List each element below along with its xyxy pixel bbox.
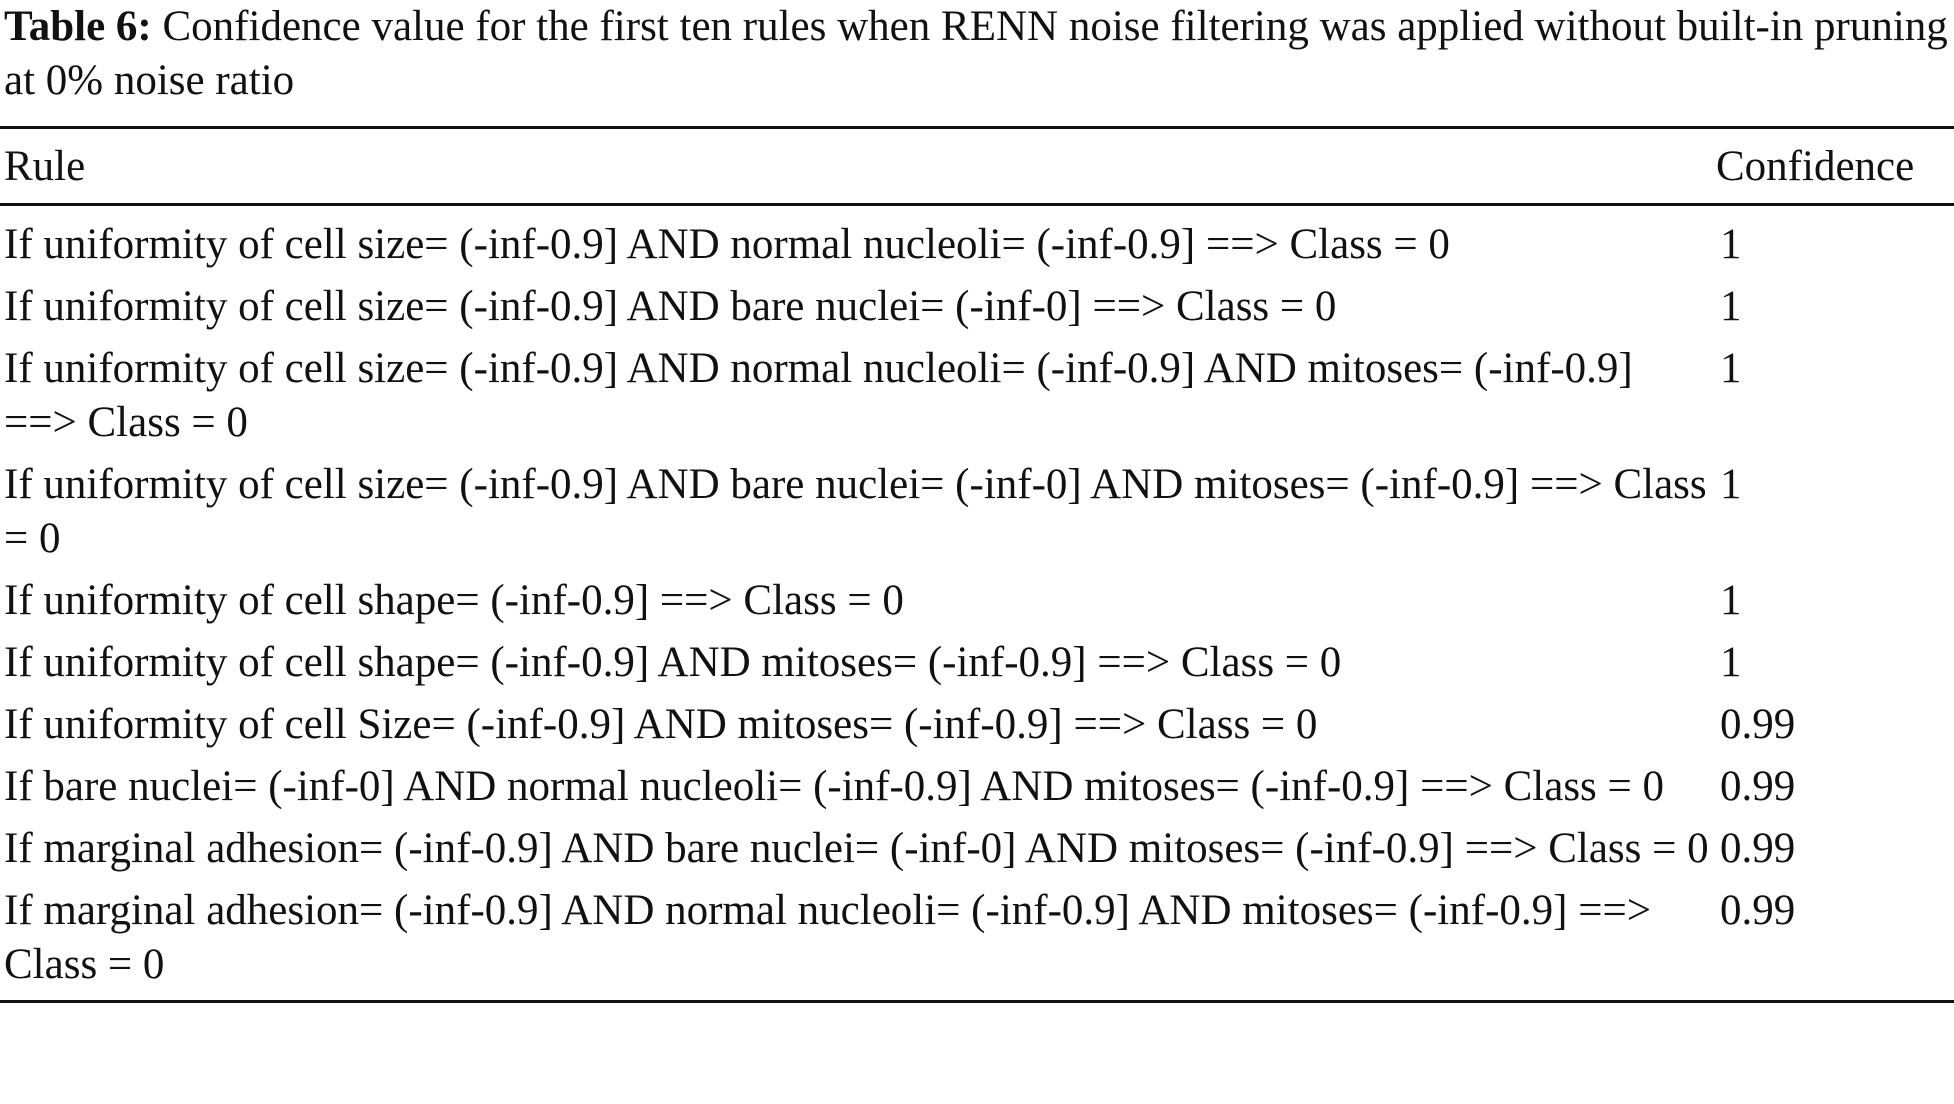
table-caption: [4, 0, 1950, 108]
confidence-cell: 1: [1720, 345, 1742, 392]
rule-cell: If uniformity of cell size= (-inf-0.9] AND normal nucleoli= (-inf-0.9] ==> Class = 0: [4, 221, 1450, 268]
confidence-cell: 1: [1720, 577, 1742, 624]
table-row: [0, 880, 1954, 1002]
confidence-cell: 0.99: [1720, 825, 1796, 872]
table-header: [0, 128, 1954, 205]
rule-cell: If marginal adhesion= (-inf-0.9] AND bare nuclei= (-inf-0] AND mitoses= (-inf-0.9] ==> Class = 0: [4, 825, 1709, 872]
table-row: [0, 818, 1954, 880]
rule-cell: If uniformity of cell size= (-inf-0.9] AND bare nuclei= (-inf-0] ==> Class = 0: [4, 283, 1337, 330]
rule-cell: If uniformity of cell shape= (-inf-0.9] ==> Class = 0: [4, 577, 904, 624]
rule-cell: If uniformity of cell shape= (-inf-0.9] AND mitoses= (-inf-0.9] ==> Class = 0: [4, 639, 1342, 686]
table-row: [0, 694, 1954, 756]
confidence-cell: 1: [1720, 639, 1742, 686]
caption-text: Confidence value for the first ten rules when RENN noise filtering was applied without built-in pruning at 0% noise ratio: [4, 3, 1948, 104]
rule-cell: If bare nuclei= (-inf-0] AND normal nucleoli= (-inf-0.9] AND mitoses= (-inf-0.9] ==> Class = 0: [4, 763, 1665, 810]
confidence-cell: 0.99: [1720, 887, 1796, 934]
confidence-cell: 0.99: [1720, 701, 1796, 748]
rule-cell: If uniformity of cell size= (-inf-0.9] AND bare nuclei= (-inf-0] AND mitoses= (-inf-0.9] ==> Class = 0: [4, 461, 1707, 562]
table-body: [0, 205, 1954, 1002]
table-row: [0, 632, 1954, 694]
confidence-cell: 1: [1720, 221, 1742, 268]
table-row: [0, 338, 1954, 454]
rule-cell: If uniformity of cell Size= (-inf-0.9] AND mitoses= (-inf-0.9] ==> Class = 0: [4, 701, 1318, 748]
confidence-cell: 1: [1720, 283, 1742, 330]
table-row: [0, 276, 1954, 338]
caption-label: Table 6:: [4, 3, 152, 50]
rule-cell: If uniformity of cell size= (-inf-0.9] AND normal nucleoli= (-inf-0.9] AND mitoses= (-inf-0.9] ==> Class = 0: [4, 345, 1633, 446]
table-row: [0, 205, 1954, 277]
table-row: [0, 756, 1954, 818]
header-row: [0, 128, 1954, 205]
confidence-cell: 1: [1720, 461, 1742, 508]
rule-cell: If marginal adhesion= (-inf-0.9] AND normal nucleoli= (-inf-0.9] AND mitoses= (-inf-0.9] ==> Class = 0: [4, 887, 1651, 988]
header-confidence: Confidence: [1716, 142, 1915, 190]
rules-table: [0, 126, 1954, 1003]
confidence-cell: 0.99: [1720, 763, 1796, 810]
header-rule: Rule: [4, 142, 86, 190]
table-row: [0, 570, 1954, 632]
table-row: [0, 454, 1954, 570]
